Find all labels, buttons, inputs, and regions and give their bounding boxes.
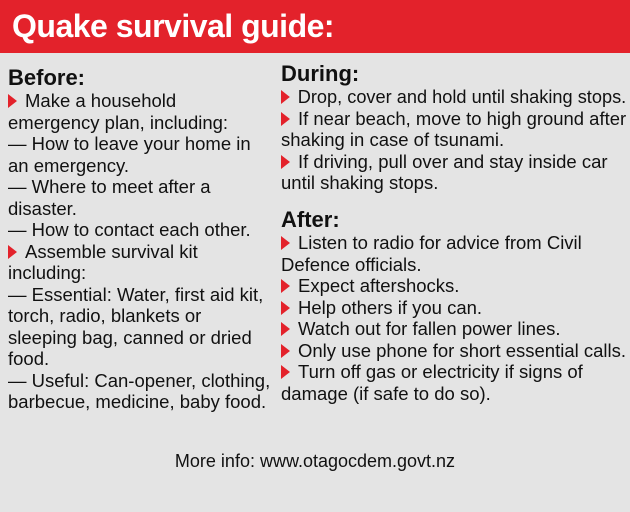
red-triangle-bullet-icon [281, 236, 290, 250]
list-item-line [8, 219, 270, 241]
list-item-text: food. [8, 348, 50, 369]
list-item-text: Assemble survival kit [25, 240, 198, 262]
red-triangle-bullet-icon [281, 322, 290, 336]
list-item-text: including: [8, 262, 87, 283]
list-item-line [281, 108, 625, 130]
list-item-text: Watch out for fallen power lines. [298, 318, 561, 339]
list-item-line [281, 383, 626, 405]
list-item-text: damage (if safe to do so). [281, 382, 491, 404]
list-item-line [281, 275, 626, 297]
list-item-text: torch, radio, blankets or [8, 305, 202, 326]
list-item-text: — Where to meet after a [8, 176, 211, 197]
list-item-text: until shaking stops. [281, 172, 439, 193]
red-triangle-bullet-icon [281, 155, 290, 169]
red-triangle-bullet-icon [281, 344, 290, 358]
list-item-line [8, 155, 270, 177]
list-item-text: If driving, pull over and stay inside car [298, 150, 608, 172]
list-item-line [8, 241, 270, 263]
list-item-line [281, 340, 626, 362]
red-triangle-bullet-icon [8, 94, 17, 108]
list-item-text: emergency plan, including: [8, 111, 229, 133]
list-item-text: If near beach, move to high ground after [297, 107, 627, 129]
list-item [281, 151, 626, 194]
list-item [281, 275, 626, 297]
list-item-line [281, 318, 626, 340]
list-item-text: Only use phone for short essential calls. [298, 339, 627, 361]
more-info-link: More info: www.otagocdem.govt.nz [174, 451, 456, 471]
list-item-line [281, 232, 626, 254]
list-item-text: — Essential: Water, first aid kit, [8, 283, 264, 305]
list-item [281, 86, 626, 108]
list-item-text: an emergency. [8, 154, 129, 176]
list-item-line [281, 361, 626, 383]
before-heading: Before: [8, 65, 86, 90]
list-item-line [8, 90, 270, 112]
list-item [8, 90, 270, 133]
list-item-line [8, 198, 270, 220]
red-triangle-bullet-icon [281, 279, 290, 293]
list-item-line [8, 262, 270, 284]
list-item-line [8, 348, 270, 370]
red-triangle-bullet-icon [281, 301, 290, 315]
guide-title: Quake survival guide: [0, 0, 630, 53]
list-item-line [281, 129, 626, 151]
list-item-line [8, 284, 270, 306]
list-item-text: disaster. [8, 197, 77, 219]
after-section [281, 208, 626, 404]
after-heading: After: [281, 207, 340, 232]
list-item [8, 133, 270, 176]
list-item [8, 176, 270, 219]
list-item-text: Drop, cover and hold until shaking stops. [297, 86, 627, 107]
red-triangle-bullet-icon [281, 365, 290, 379]
list-item-line [8, 112, 270, 134]
red-triangle-bullet-icon [281, 112, 290, 126]
list-item-text: barbecue, medicine, baby food. [8, 391, 267, 412]
list-item-text: — Useful: Can-opener, clothing, [8, 369, 271, 391]
list-item-line [8, 305, 270, 327]
red-triangle-bullet-icon [8, 245, 17, 259]
list-item-line [281, 254, 626, 276]
list-item [8, 284, 270, 370]
list-item-text: sleeping bag, canned or dried [8, 326, 252, 348]
before-list [8, 90, 270, 413]
list-item [281, 297, 626, 319]
after-list [281, 232, 626, 404]
list-item-text: Turn off gas or electricity if signs of [298, 361, 583, 382]
list-item [8, 370, 270, 413]
red-triangle-bullet-icon [281, 90, 290, 104]
list-item [8, 219, 270, 241]
list-item [281, 340, 626, 362]
list-item [281, 361, 626, 404]
list-item-line [281, 86, 627, 108]
list-item-text: — How to leave your home in [8, 133, 251, 154]
list-item-line [281, 151, 626, 173]
list-item-line [8, 133, 270, 155]
list-item-line [8, 176, 270, 198]
list-item-line [8, 327, 270, 349]
list-item-text: — How to contact each other. [8, 219, 251, 240]
list-item-line [281, 172, 626, 194]
list-item-text: Expect aftershocks. [298, 275, 460, 296]
list-item-text: Make a household [25, 90, 177, 111]
list-item-text: Help others if you can. [298, 296, 483, 318]
list-item [281, 318, 626, 340]
list-item-line [8, 391, 270, 413]
during-section [281, 62, 626, 194]
during-list [281, 86, 626, 194]
list-item-text: shaking in case of tsunami. [281, 129, 505, 150]
list-item [8, 241, 270, 284]
before-section [8, 66, 270, 413]
list-item-line [281, 297, 626, 319]
list-item-text: Defence officials. [281, 253, 422, 275]
list-item [281, 232, 626, 275]
list-item [281, 108, 626, 151]
during-heading: During: [281, 61, 360, 86]
list-item-line [8, 370, 270, 392]
list-item-text: Listen to radio for advice from Civil [298, 232, 582, 253]
